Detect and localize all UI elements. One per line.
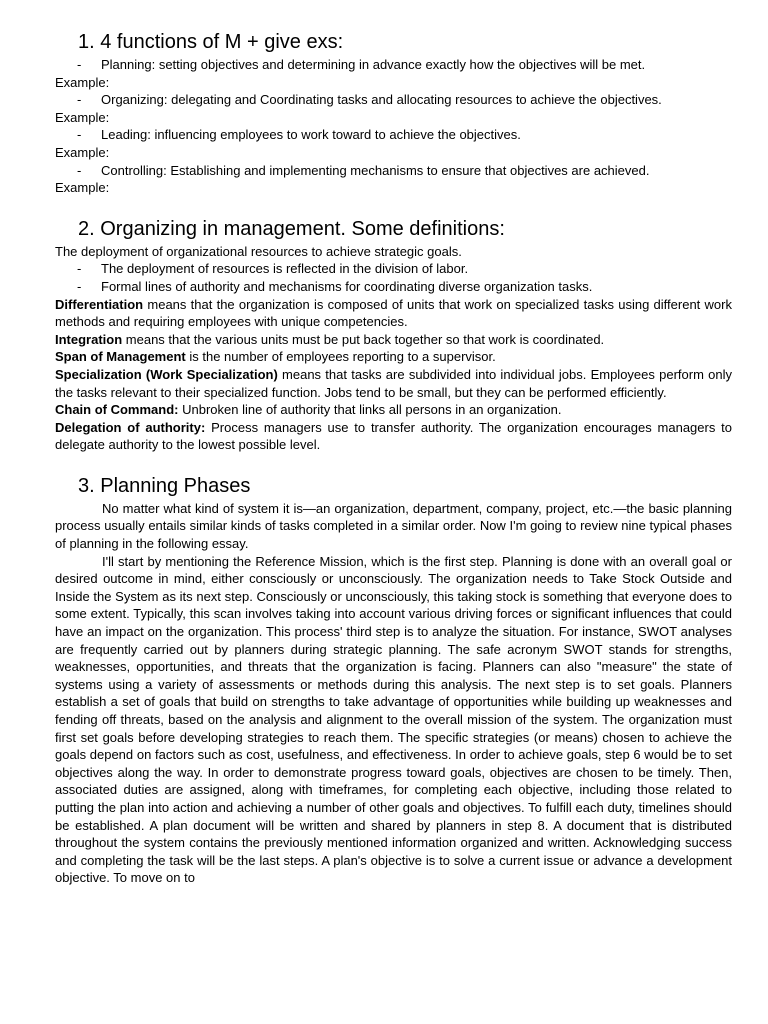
section-organizing bbox=[55, 217, 732, 454]
definition-text: means that tasks are subdivided into individual jobs. Employees perform only the tasks relevant to their specialized function. Jobs tend to be small, but they can be performed efficiently. bbox=[55, 366, 732, 400]
function-item bbox=[55, 126, 732, 161]
definition bbox=[55, 296, 732, 331]
dash-bullet: - bbox=[77, 261, 82, 277]
dash-bullet: - bbox=[77, 162, 82, 178]
function-item bbox=[55, 162, 732, 197]
section-heading-organizing: 2. Organizing in management. Some definitions: bbox=[78, 217, 505, 240]
function-text: Leading: influencing employees to work toward to achieve the objectives. bbox=[101, 127, 521, 143]
definition bbox=[55, 401, 732, 419]
list-item-text: Formal lines of authority and mechanisms for coordinating diverse organization tasks. bbox=[101, 278, 593, 294]
definition bbox=[55, 366, 732, 401]
function-text: Organizing: delegating and Coordinating tasks and allocating resources to achieve the objectives. bbox=[101, 92, 662, 108]
example-label: Example: bbox=[55, 180, 110, 196]
intro-text: The deployment of organizational resources to achieve strategic goals. bbox=[55, 243, 462, 259]
paragraph: No matter what kind of system it is—an organization, department, company, project, etc.—the basic planning process usually entails similar kinds of tasks completed in a similar order. Now I'm going to review nine typical phases of planning in the following essay. bbox=[55, 500, 732, 552]
example-label: Example: bbox=[55, 109, 110, 125]
section-heading-functions: 1. 4 functions of M + give exs: bbox=[78, 31, 344, 53]
definition bbox=[55, 331, 732, 349]
function-text: Planning: setting objectives and determining in advance exactly how the objectives will be met. bbox=[101, 57, 646, 72]
definition-text: is the number of employees reporting to a supervisor. bbox=[185, 349, 496, 365]
definition-text: Process managers use to transfer authority. The organization encourages managers to delegate authority to the lowest possible level. bbox=[55, 419, 732, 453]
dash-bullet: - bbox=[77, 92, 82, 108]
definition-term: Span of Management bbox=[55, 349, 186, 365]
definition-term: Specialization (Work Specialization) bbox=[55, 366, 278, 382]
section-functions bbox=[55, 30, 732, 197]
definition-term: Differentiation bbox=[55, 296, 144, 312]
example-label: Example: bbox=[55, 74, 110, 90]
function-item bbox=[55, 56, 732, 91]
example-label: Example: bbox=[55, 144, 110, 160]
section-planning-phases bbox=[55, 474, 732, 887]
dash-bullet: - bbox=[77, 57, 82, 72]
function-item bbox=[55, 91, 732, 126]
document-body bbox=[55, 30, 732, 887]
definition-term: Chain of Command: bbox=[55, 402, 179, 418]
list-item-text: The deployment of resources is reflected in the division of labor. bbox=[101, 261, 469, 277]
definition bbox=[55, 348, 732, 366]
dash-bullet: - bbox=[77, 127, 82, 143]
list-item bbox=[55, 278, 732, 296]
definition-text: means that the various units must be put back together so that work is coordinated. bbox=[122, 331, 605, 347]
definition-text: means that the organization is composed of units that work on specialized tasks using different work methods and requiring employees with unique competencies. bbox=[55, 296, 732, 330]
list-item bbox=[55, 260, 732, 278]
definition-term: Integration bbox=[55, 331, 123, 347]
section-heading-planning: 3. Planning Phases bbox=[78, 474, 251, 497]
dash-bullet: - bbox=[77, 278, 82, 294]
definition-text: Unbroken line of authority that links all persons in an organization. bbox=[178, 402, 562, 418]
definition bbox=[55, 419, 732, 454]
function-text: Controlling: Establishing and implementing mechanisms to ensure that objectives are achieved. bbox=[101, 162, 650, 178]
paragraph: I'll start by mentioning the Reference Mission, which is the first step. Planning is done with an overall goal or desired outcome in mind, either consciously or unconsciously. The organization needs to Take Stock Outside and Inside the System as its next step. Consciously or unconsciously, this taking stock is something that everyone does to some extent. Typically, this scan involves taking into account various driving forces or significant influences that could have an impact on the organization. This process' third step is to analyze the situation. For instance, SWOT analyses are frequently carried out by planners during strategic planning. The safe acronym SWOT stands for strengths, weaknesses, opportunities, and threats that the organization is facing. Planners can also "measure" the state of systems using a variety of assessments or methods during this analysis. The next step is to set goals. Planners establish a set of goals that build on strengths to take advantage of opportunities while building up weaknesses and fending off threats, based on the analysis and alignment to the overall mission of the system. The organization must first set goals before developing strategies to reach them. The specific strategies (or means) chosen to achieve the goals depend on factors such as cost, usefulness, and effectiveness. In order to achieve goals, step 6 would be to set objectives along the way. In order to demonstrate progress toward goals, objectives are chosen to be timely. Then, associated duties are assigned, along with timeframes, for completing each objective, including those related to putting the plan into action and achieving a number of other goals and objectives. To fulfill each duty, timelines should be established. A plan document will be written and shared by planners in step 8. A document that is distributed throughout the system contains the previously mentioned information organized and written. Acknowledging success and completing the task will be the last steps. A plan's objective is to solve a current issue or advance a development objective. To move on to bbox=[55, 553, 732, 886]
definition-term: Delegation of authority: bbox=[55, 419, 206, 435]
